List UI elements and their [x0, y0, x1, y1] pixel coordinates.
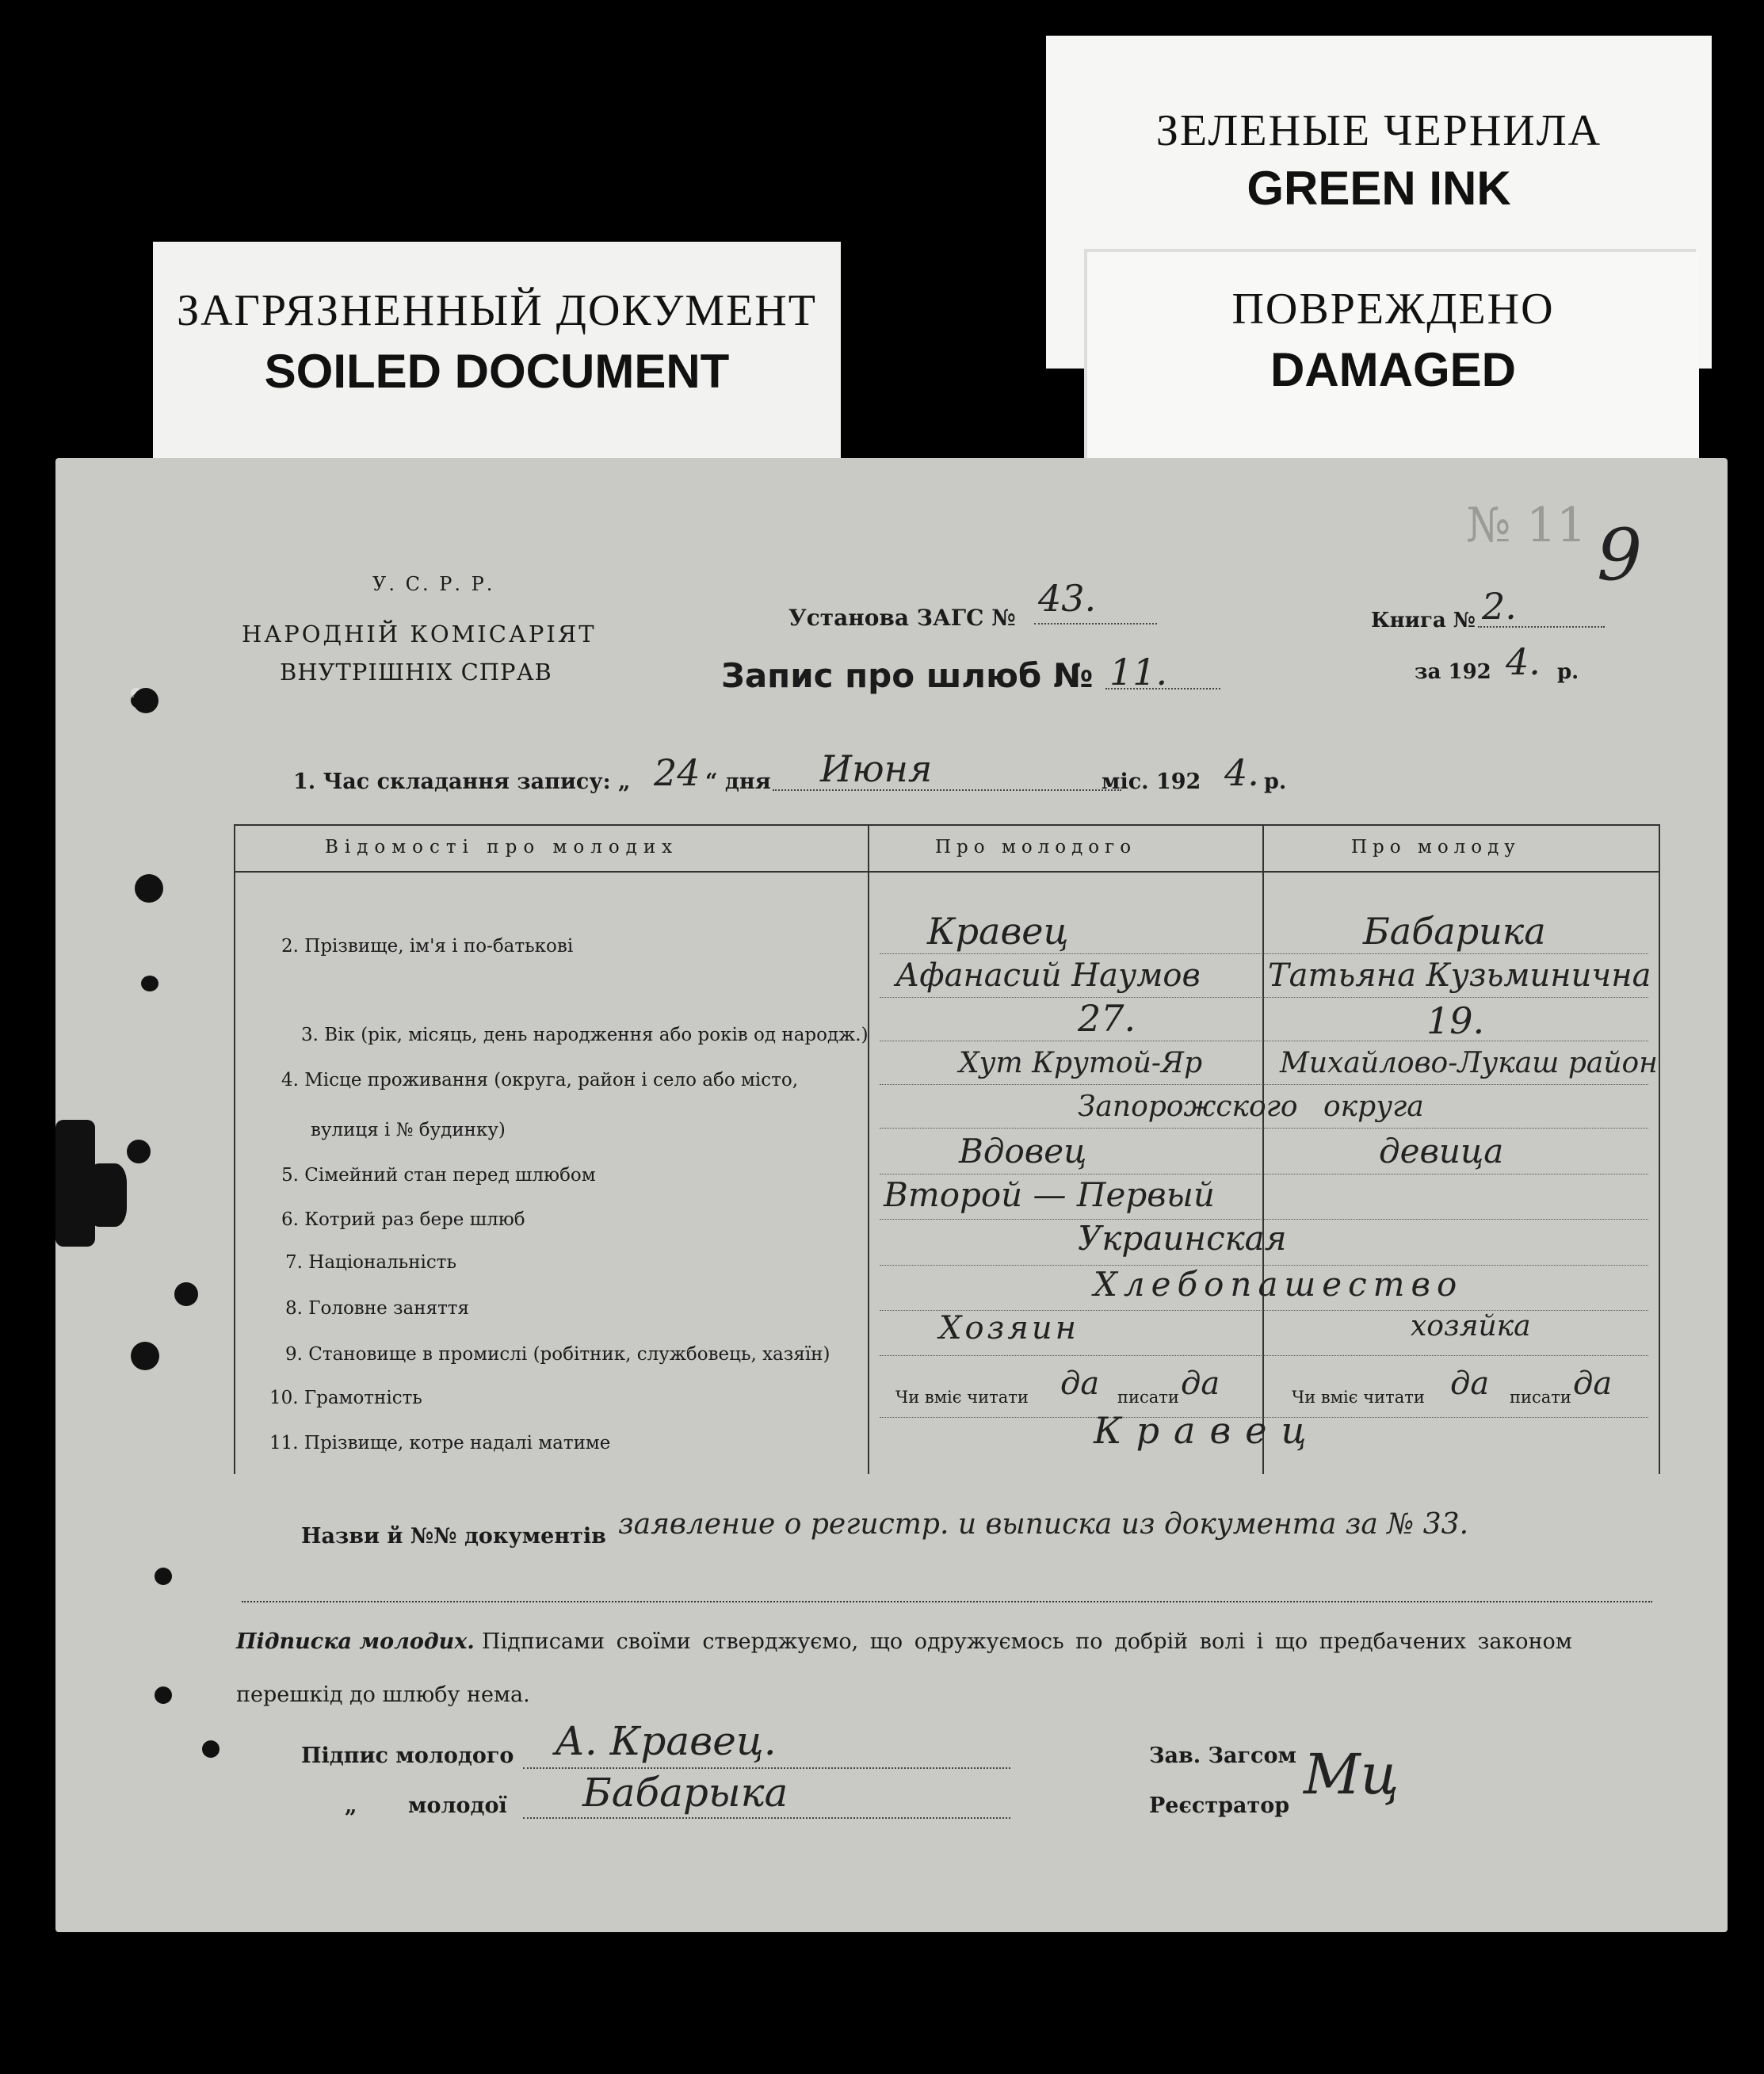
registrar-signature: Мц: [1304, 1742, 1399, 1807]
groom-literacy-read-label: Чи вміє читати: [895, 1388, 1029, 1407]
pledge-lead: Підписка молодих.: [236, 1629, 475, 1654]
future-surname: Кравец: [1094, 1409, 1321, 1452]
nationality: Украинская: [1078, 1219, 1287, 1258]
faded-stamp: № 11: [1466, 498, 1587, 553]
groom-signature-line: [523, 1767, 1010, 1769]
groom-position: Хозяин: [939, 1310, 1079, 1346]
record-year-suffix: р.: [1264, 770, 1287, 794]
bride-signature: Бабарыка: [582, 1770, 788, 1816]
binder-hole: [127, 1140, 151, 1163]
record-day: 24: [654, 751, 701, 794]
groom-signature: А. Кравец.: [555, 1718, 777, 1764]
bride-residence-2: округа: [1323, 1090, 1424, 1123]
bride-residence: Михайлово-Лукаш район: [1280, 1047, 1658, 1079]
bride-position: хозяйка: [1411, 1310, 1531, 1343]
documents-label: Назви й №№ документів: [301, 1524, 606, 1549]
bride-surname: Бабарика: [1363, 910, 1546, 953]
groom-literacy-write: да: [1181, 1365, 1220, 1402]
groom-literacy-read: да: [1060, 1365, 1100, 1402]
groom-surname: Кравец: [927, 910, 1069, 953]
zags-number: 43.: [1038, 577, 1097, 620]
row-line: [880, 953, 1648, 954]
record-time-label: 1. Час складання запису: „: [293, 770, 631, 794]
table-header-info: Відомості про молодих: [325, 837, 679, 857]
groom-literacy-write-label: писати: [1117, 1388, 1179, 1407]
record-number: 11.: [1109, 651, 1168, 693]
row-label-residence: 4. Місце проживання (округа, район і село або місто,: [281, 1070, 799, 1090]
row-label-residence-2: вулиця і № будинку): [311, 1120, 506, 1140]
row-line: [880, 997, 1648, 998]
row-line: [880, 1084, 1648, 1085]
groom-residence: Хут Крутой-Яр: [959, 1047, 1203, 1079]
groom-signature-label: Підпис молодого: [301, 1744, 514, 1768]
row-label-marital: 5. Сімейний стан перед шлюбом: [281, 1165, 596, 1186]
documents-value: заявление о регистр. и выписка из документа за № 33.: [618, 1508, 1469, 1541]
row-label-age: 3. Вік (рік, місяць, день народження або років од народж.): [301, 1025, 869, 1045]
commissariat-line-1: НАРОДНІЙ КОМІСАРІЯТ: [242, 621, 597, 647]
table-header-bride: Про молоду: [1351, 837, 1521, 857]
binder-hole: [202, 1740, 220, 1758]
row-line: [880, 1128, 1648, 1129]
year-label: за 192: [1415, 660, 1491, 684]
record-number-line: [1105, 688, 1220, 689]
torn-edge: [87, 1163, 127, 1227]
row-line: [880, 1174, 1648, 1175]
soiled-label-ru: ЗАГРЯЗНЕННЫЙ ДОКУМЕНТ: [177, 286, 817, 335]
table-right-border: [1659, 824, 1660, 1474]
page-number: 9: [1597, 514, 1643, 597]
table-header-border: [234, 871, 1660, 873]
record-year-digit: 4.: [1224, 751, 1259, 794]
damaged-label-en: DAMAGED: [1270, 343, 1516, 396]
year-suffix: р.: [1557, 660, 1579, 684]
damaged-label: [1087, 252, 1699, 482]
binder-hole: [141, 976, 158, 991]
binder-hole: [133, 688, 158, 713]
soiled-document-label: [153, 242, 841, 472]
binder-hole: [155, 1568, 172, 1585]
green-label-en: GREEN INK: [1247, 162, 1511, 215]
commissariat-line-2: ВНУТРІШНІХ СПРАВ: [280, 659, 552, 686]
binder-hole: [174, 1282, 198, 1306]
row-label-name: 2. Прізвище, ім'я і по-батькові: [281, 936, 574, 957]
groom-name: Афанасий Наумов: [895, 957, 1201, 994]
bride-signature-line: [523, 1817, 1010, 1819]
record-day-suffix: “ дня: [705, 770, 771, 794]
row-label-future-surname: 11. Прізвище, котре надалі матиме: [269, 1433, 611, 1453]
record-month-label: міс. 192: [1102, 770, 1201, 794]
groom-occupation: Хлебопашество: [1094, 1265, 1464, 1304]
pledge-text: Підписами своїми стверджуємо, що одружуємось по добрій волі і що предбачених законом: [482, 1629, 1572, 1654]
bride-literacy-read-label: Чи вміє читати: [1292, 1388, 1425, 1407]
documents-divider: [242, 1601, 1652, 1602]
marriage-record-form: [55, 458, 1728, 1932]
table-column-divider: [868, 824, 869, 1474]
bride-signature-label: молодої: [408, 1793, 507, 1818]
binder-hole: [155, 1686, 172, 1704]
zags-label: Установа ЗАГС №: [788, 605, 1016, 631]
row-label-nationality: 7. Національність: [285, 1252, 457, 1273]
row-label-position: 9. Становище в промислі (робітник, службовець, хазяїн): [285, 1344, 830, 1365]
row-label-literacy: 10. Грамотність: [269, 1388, 422, 1408]
row-line: [880, 1355, 1648, 1356]
marriage-count: Второй — Первый: [884, 1175, 1215, 1214]
green-label-ru: ЗЕЛЕНЫЕ ЧЕРНИЛА: [1155, 106, 1602, 155]
soiled-label-en: SOILED DOCUMENT: [264, 345, 730, 398]
damaged-label-ru: ПОВРЕЖДЕНО: [1231, 285, 1555, 334]
bride-marital: девица: [1379, 1132, 1504, 1171]
record-month: Июня: [820, 747, 933, 790]
row-label-occupation: 8. Головне заняття: [285, 1298, 470, 1319]
book-label: Книга №: [1371, 609, 1476, 632]
groom-residence-2: Запорожского: [1078, 1090, 1298, 1123]
table-header-groom: Про молодого: [935, 837, 1137, 857]
head-label: Зав. Загсом: [1149, 1744, 1296, 1768]
groom-marital: Вдовец: [959, 1132, 1087, 1171]
bride-age: 19.: [1426, 999, 1485, 1042]
binder-hole: [135, 874, 163, 903]
book-number: 2.: [1482, 585, 1517, 628]
registrar-label: Реєстратор: [1149, 1793, 1290, 1818]
bride-literacy-write: да: [1573, 1365, 1613, 1402]
book-number-line: [1478, 626, 1605, 628]
zags-number-line: [1034, 623, 1157, 624]
year-digit: 4.: [1506, 640, 1541, 683]
record-month-line: [773, 789, 1121, 791]
bride-name: Татьяна Кузьминична: [1268, 957, 1651, 994]
form-title: Запис про шлюб №: [721, 656, 1094, 695]
pledge-text-2: перешкід до шлюбу нема.: [236, 1682, 530, 1707]
binder-hole: [131, 1342, 159, 1370]
bride-literacy-read: да: [1450, 1365, 1490, 1402]
row-label-times: 6. Котрий раз бере шлюб: [281, 1209, 525, 1230]
groom-age: 27.: [1078, 997, 1136, 1040]
table-column-divider: [1262, 824, 1264, 1474]
republic-header: У. С. Р. Р.: [372, 573, 495, 595]
table-top-border: [234, 824, 1660, 826]
table-left-border: [234, 824, 235, 1474]
bride-literacy-write-label: писати: [1510, 1388, 1571, 1407]
bride-signature-quote: „: [345, 1793, 357, 1818]
